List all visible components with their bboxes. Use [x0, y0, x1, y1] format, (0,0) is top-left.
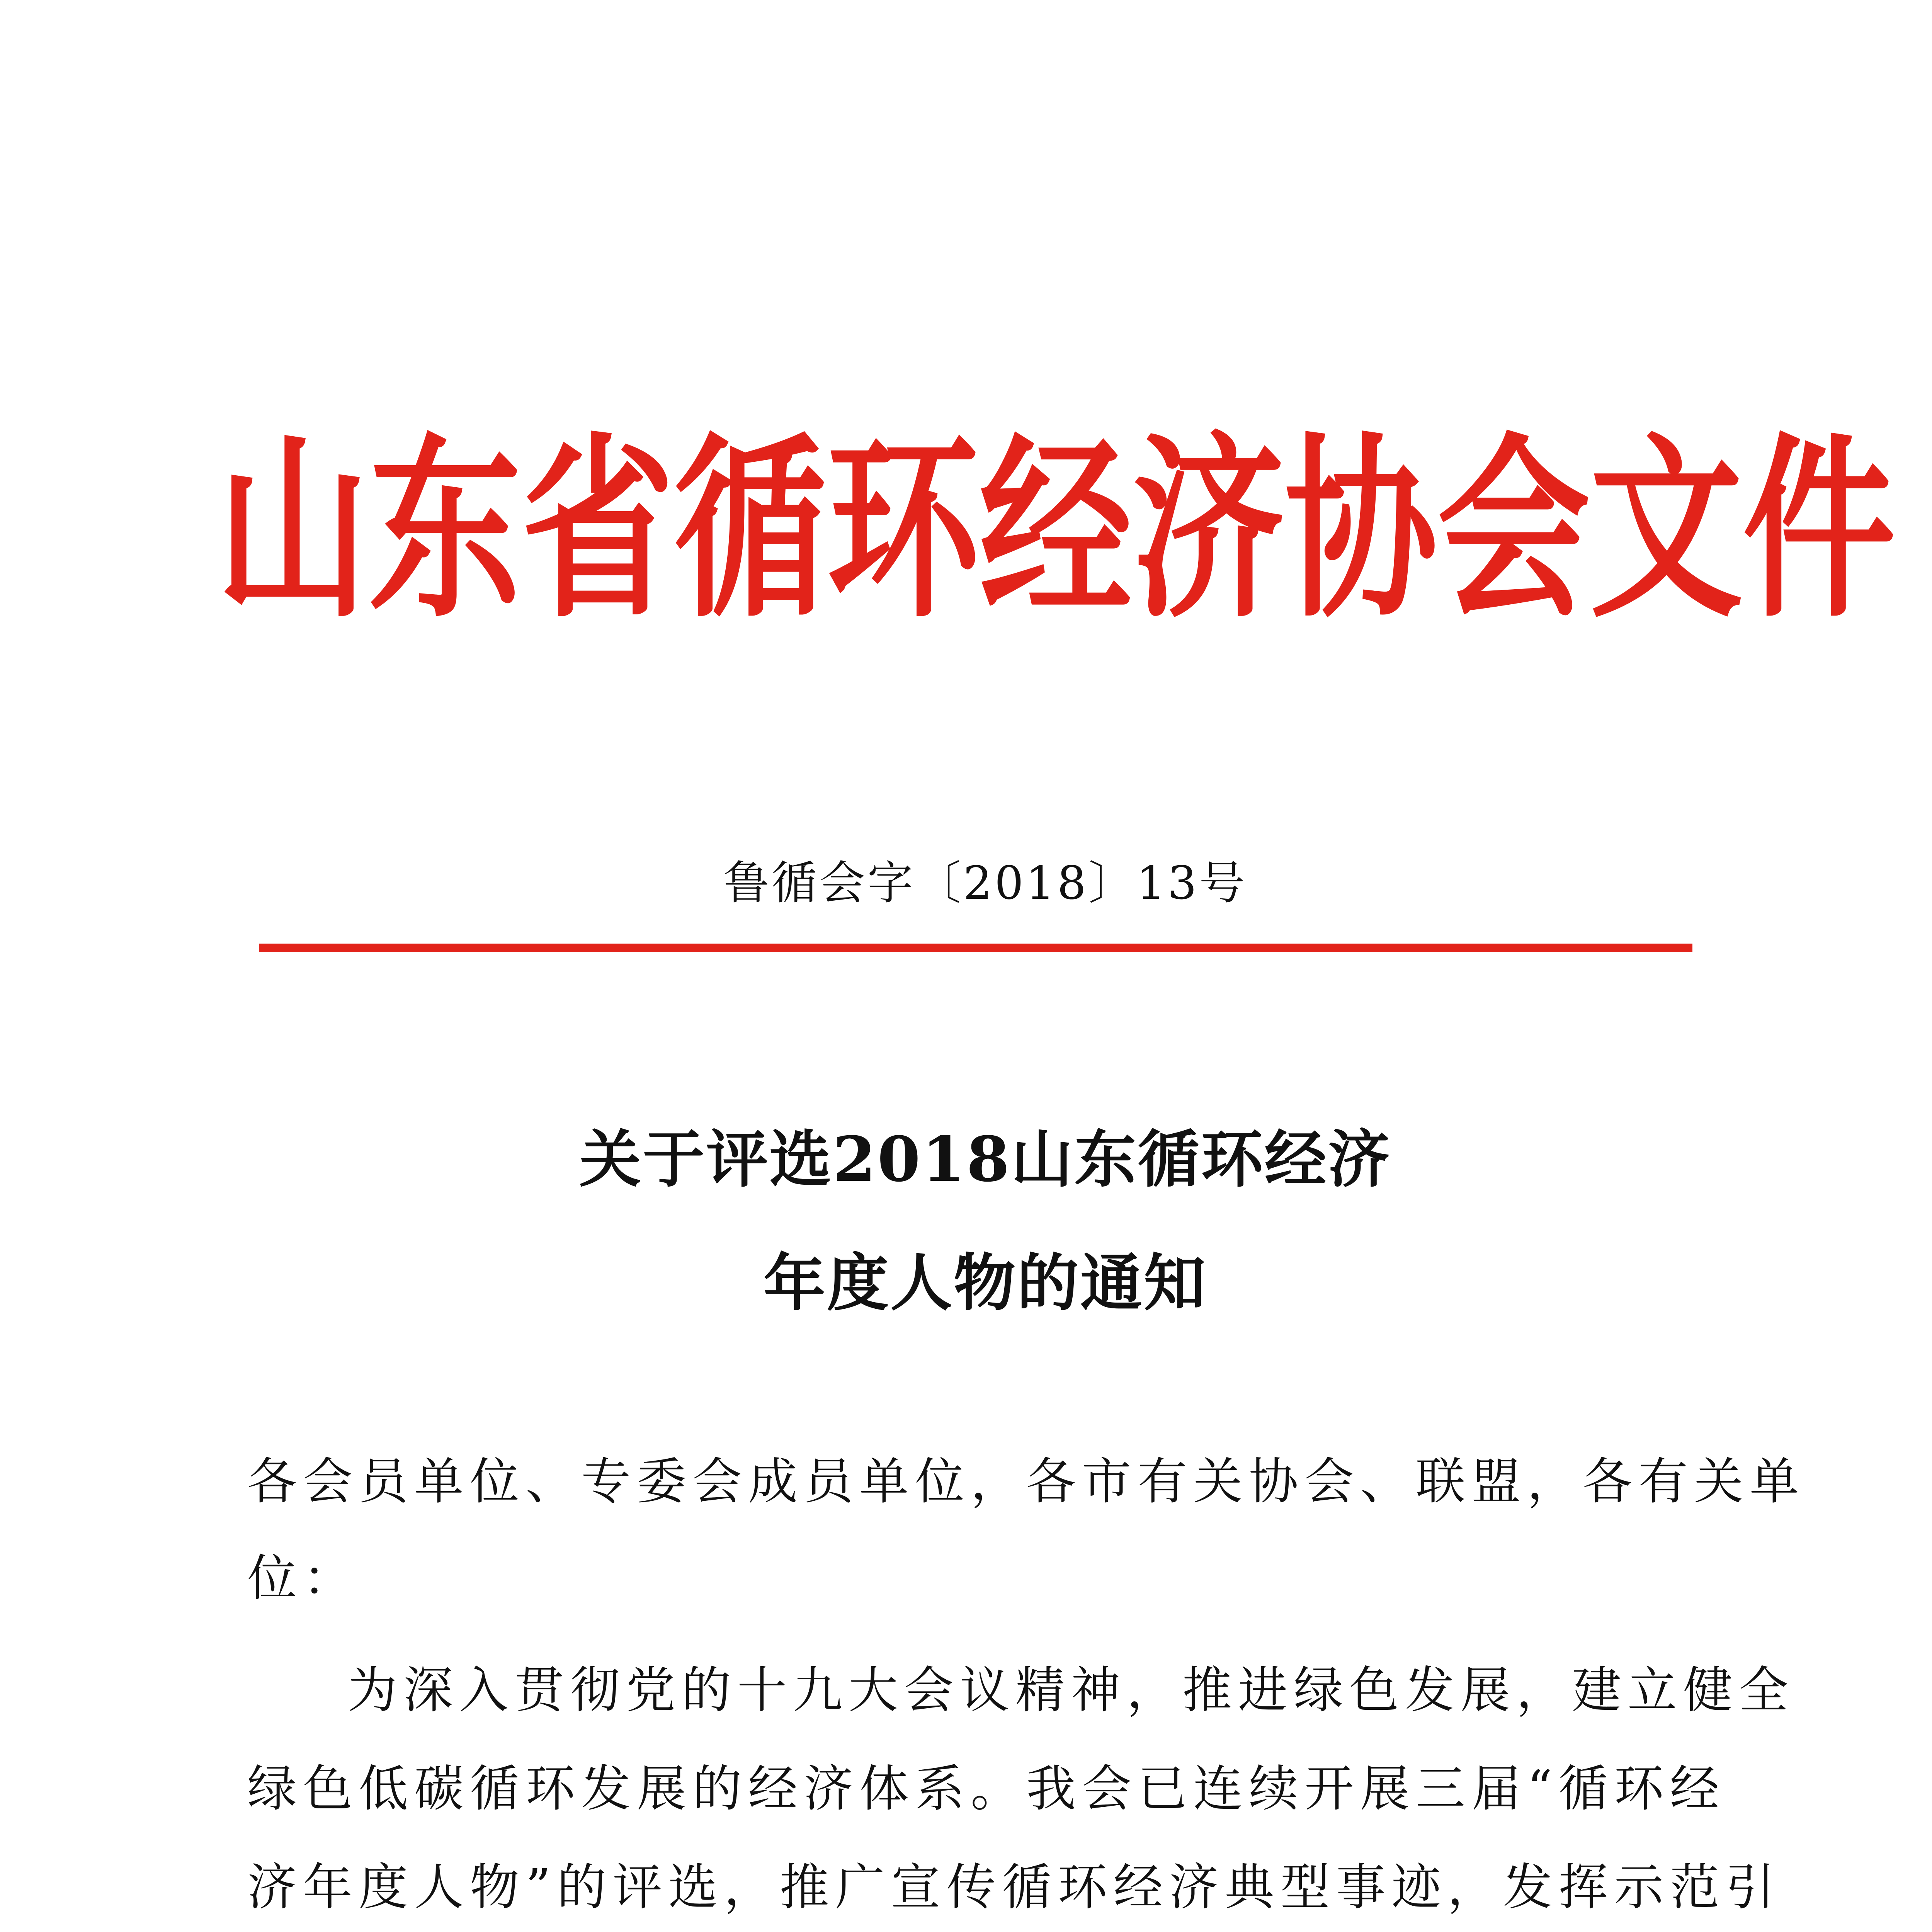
- paragraph-line: 济年度人物”的评选，推广宣传循环经济典型事迹，发挥示范引: [247, 1859, 1781, 1916]
- header-red-divider: [259, 944, 1692, 952]
- org-header-title: 山东省循环经济协会文件: [216, 415, 1895, 644]
- paragraph-line: 为深入贯彻党的十九大会议精神，推进绿色发展，建立健全: [348, 1662, 1795, 1719]
- addressee-line-1: 各会员单位、专委会成员单位，各市有关协会、联盟，各有关单: [247, 1453, 1806, 1510]
- paragraph-line: 绿色低碳循环发展的经济体系。我会已连续开展三届“循环经: [247, 1760, 1726, 1818]
- notice-title-line-2: 年度人物的通知: [763, 1247, 1207, 1319]
- document-number: 鲁循会字〔2018〕13号: [723, 856, 1247, 910]
- addressee-line-2: 位：: [247, 1549, 359, 1607]
- notice-title-line-1: 关于评选2018山东循环经济: [579, 1123, 1391, 1196]
